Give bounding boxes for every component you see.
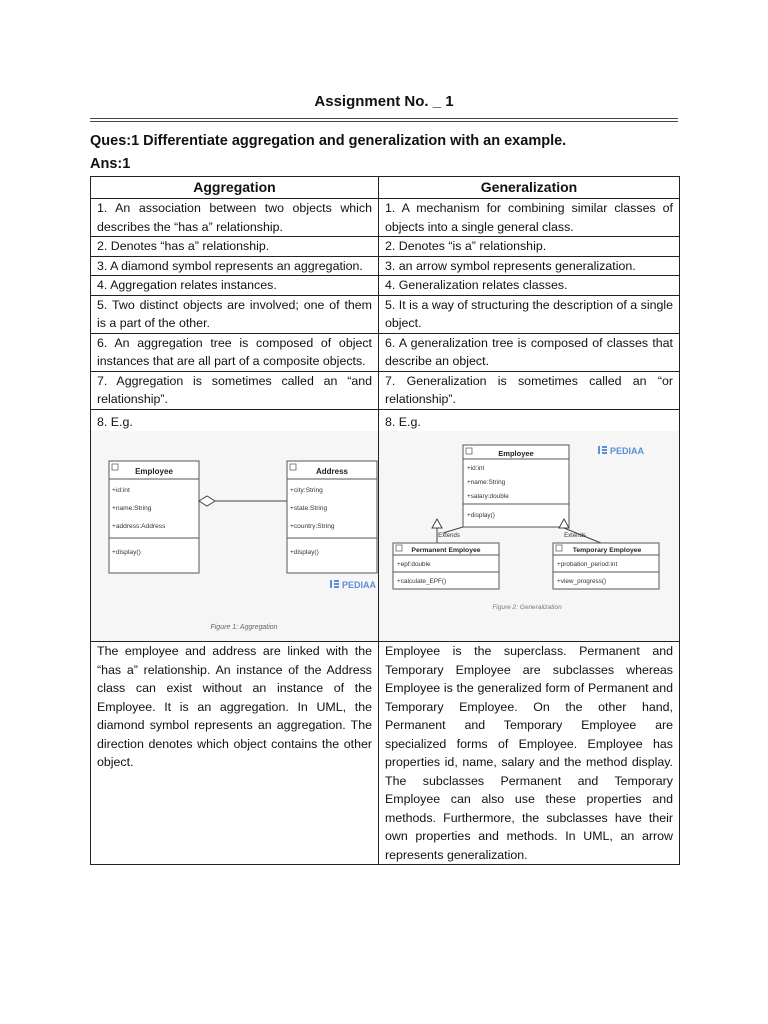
title-rule-bottom [90, 121, 678, 122]
address-class-box [287, 461, 377, 573]
generalization-point: 3. an arrow symbol represents generalization. [379, 256, 680, 276]
aggregation-uml-diagram [91, 431, 378, 641]
employee-attribute: +address:Address [112, 523, 166, 530]
employee-class-box [463, 445, 569, 527]
employee-class-box [109, 461, 199, 573]
table-row [91, 333, 680, 371]
temporary-employee-class-box [553, 543, 659, 589]
permanent-class-name: Permanent Employee [411, 547, 481, 554]
comparison-table [90, 176, 680, 865]
question-text: Ques:1 Differentiate aggregation and generalization with an example. [90, 133, 567, 149]
temporary-class-name: Temporary Employee [572, 547, 642, 554]
aggregation-point: 7. Aggregation is sometimes called an “and relationship”. [91, 371, 379, 409]
extends-label: Extends [438, 533, 460, 539]
watermark-text: PEDIAA [610, 446, 645, 456]
aggregation-point: 3. A diamond symbol represents an aggregation. [91, 256, 379, 276]
table-row-explanation [91, 642, 680, 865]
permanent-attribute: +epf:double [397, 561, 431, 568]
employee-class-name: Employee [498, 449, 534, 458]
aggregation-explanation: The employee and address are linked with the “has a” relationship. An instance of the Address class can exist without an instance of the Employee. It is an aggregation. In UML, the diamond symbol represents an aggregation. The direction denotes which object contains the other object. [91, 642, 379, 865]
header-aggregation: Aggregation [91, 177, 379, 199]
title-rule-top [90, 118, 678, 119]
address-attribute: +country:String [290, 523, 335, 530]
address-class-name: Address [315, 467, 349, 476]
table-header-row [91, 177, 680, 199]
generalization-uml-diagram [379, 431, 679, 641]
aggregation-point: 6. An aggregation tree is composed of object instances that are all part of a composite objects. [91, 333, 379, 371]
table-row [91, 256, 680, 276]
generalization-point: 2. Denotes “is a” relationship. [379, 237, 680, 257]
header-generalization: Generalization [379, 177, 680, 199]
generalization-example-label: 8. E.g. [385, 414, 421, 429]
table-row [91, 371, 680, 409]
temporary-method: +view_progress() [557, 578, 607, 585]
table-row [91, 295, 680, 333]
employee-method: +display() [467, 512, 495, 519]
generalization-point: 5. It is a way of structuring the description of a single object. [379, 295, 680, 333]
employee-attribute: +id:int [467, 465, 485, 472]
aggregation-example-label: 8. E.g. [97, 414, 133, 429]
employee-method: +display() [112, 549, 141, 556]
table-row [91, 199, 680, 237]
address-attribute: +city:String [290, 487, 323, 494]
aggregation-figure [91, 431, 378, 641]
generalization-point: 7. Generalization is sometimes called an “or relationship”. [379, 371, 680, 409]
employee-attribute: +name:String [467, 479, 506, 486]
temporary-attribute: +probation_period:int [557, 561, 618, 568]
aggregation-example-cell [91, 409, 379, 642]
figure-caption: Figure 2: Generalization [492, 604, 562, 611]
aggregation-point: 4. Aggregation relates instances. [91, 276, 379, 296]
table-row [91, 237, 680, 257]
generalization-point: 6. A generalization tree is composed of classes that describe an object. [379, 333, 680, 371]
address-method: +display() [290, 549, 319, 556]
generalization-point: 4. Generalization relates classes. [379, 276, 680, 296]
aggregation-point: 5. Two distinct objects are involved; one of them is a part of the other. [91, 295, 379, 333]
assignment-title: Assignment No. _ 1 [314, 93, 454, 110]
employee-attribute: +id:int [112, 487, 130, 494]
employee-attribute: +name:String [112, 505, 152, 512]
employee-attribute: +salary:double [467, 493, 509, 500]
extends-label: Extends [564, 533, 586, 539]
watermark-text: PEDIAA [342, 580, 377, 590]
permanent-employee-class-box [393, 543, 499, 589]
aggregation-point: 1. An association between two objects which describes the “has a” relationship. [91, 199, 379, 237]
table-row-example [91, 409, 680, 642]
table-row [91, 276, 680, 296]
figure-caption: Figure 1: Aggregation [210, 624, 278, 631]
permanent-method: +calculate_EPF() [397, 578, 447, 585]
aggregation-point: 2. Denotes “has a” relationship. [91, 237, 379, 257]
generalization-point: 1. A mechanism for combining similar classes of objects into a single general class. [379, 199, 680, 237]
generalization-example-cell [379, 409, 680, 642]
generalization-figure [379, 431, 679, 641]
generalization-explanation: Employee is the superclass. Permanent and Temporary Employee are subclasses whereas Employee is the generalized form of Permanent and Temporary Employee. On the other hand, Permanent and Temporary Employee are specialized forms of Employee. Employee has properties id, name, salary and the method display. The subclasses Permanent and Temporary Employee can also use these properties and methods. Furthermore, the subclasses have their own properties and methods. In UML, an arrow represents generalization. [379, 642, 680, 865]
answer-label: Ans:1 [90, 156, 131, 172]
address-attribute: +state:String [290, 505, 328, 512]
employee-class-name: Employee [135, 467, 173, 476]
